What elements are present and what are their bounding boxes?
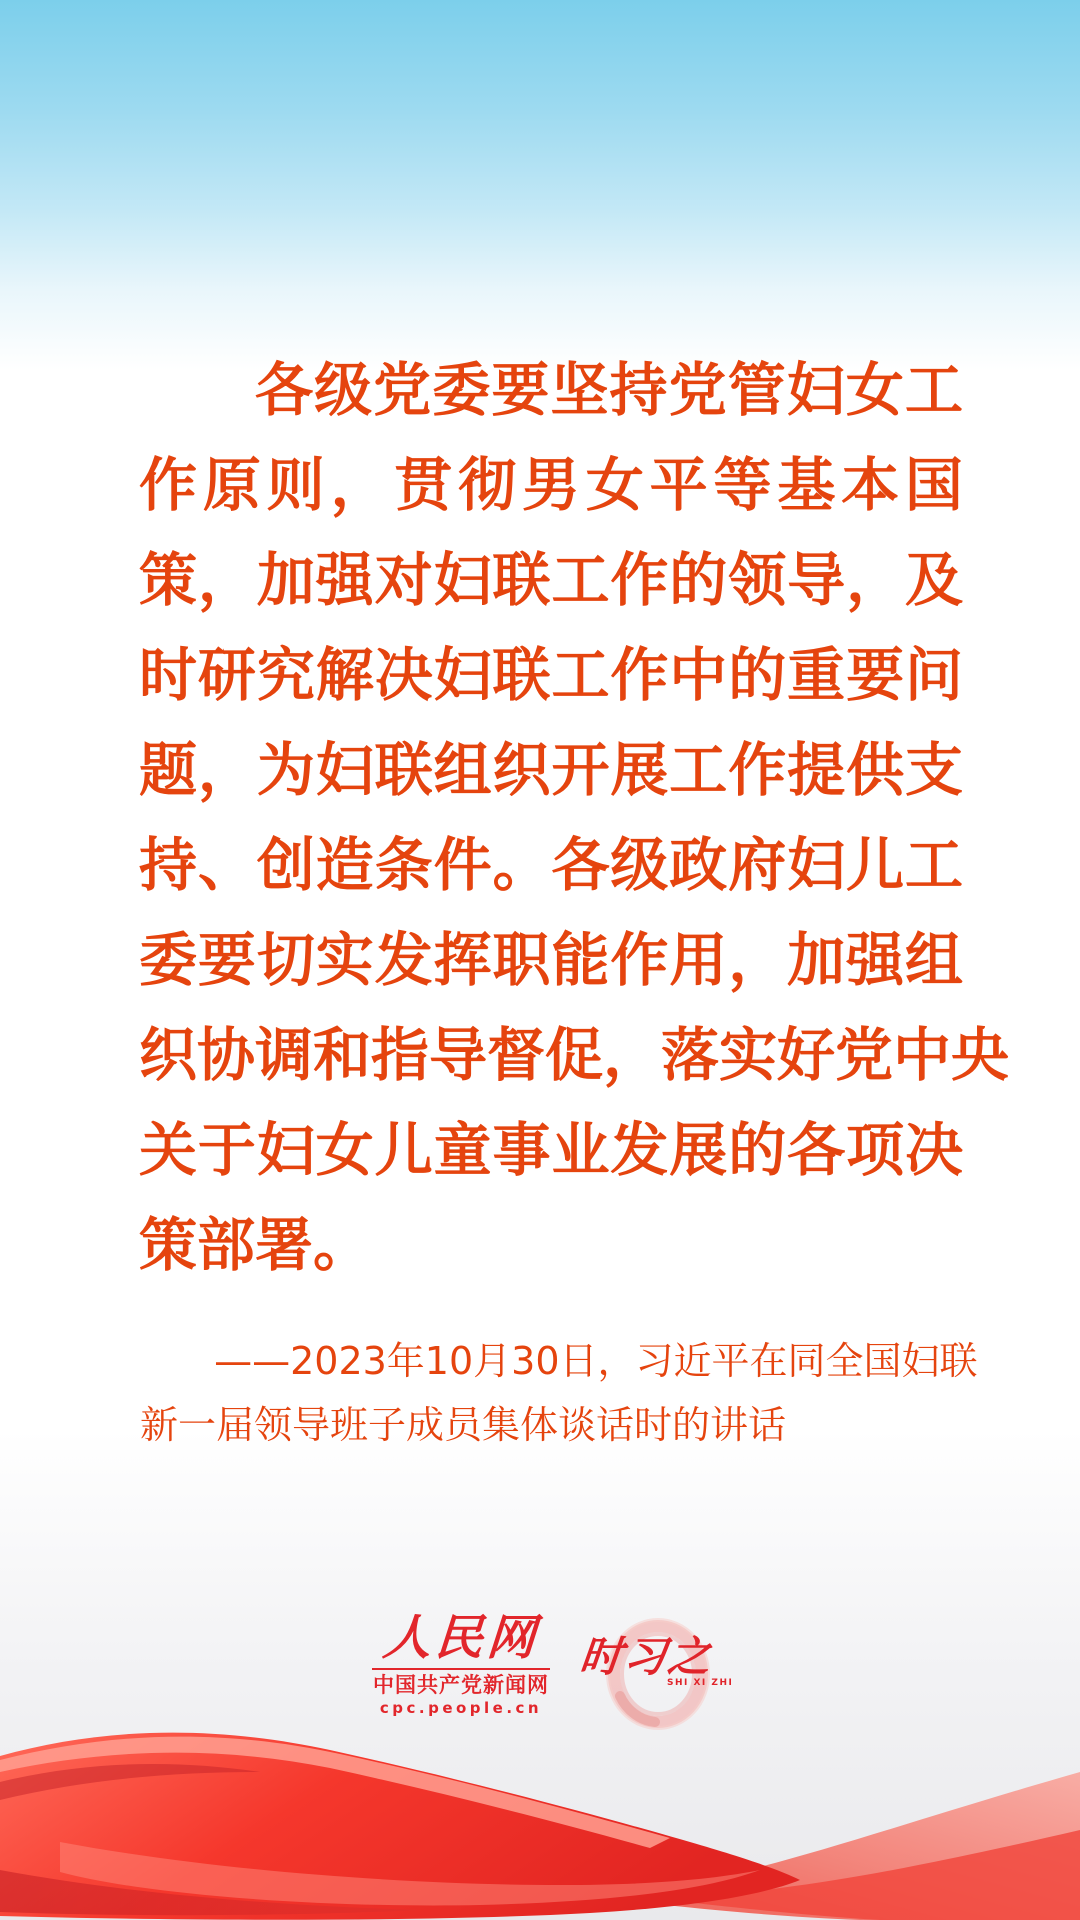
shixizhi-romanized: SHI XI ZHI [667, 1678, 734, 1688]
quote-block [139, 343, 1010, 1293]
cpc-news-site-url: cpc.people.cn [379, 1699, 543, 1717]
quote-line: 策部署。 [139, 1211, 372, 1279]
attribution [140, 1329, 978, 1457]
quote-line: 时研究解决妇联工作中的重要问 [139, 641, 963, 709]
quote-line: 委要切实发挥职能作用，加强组 [139, 926, 963, 994]
cpc-news-site-name: 中国共产党新闻网 [373, 1673, 549, 1697]
quote-line: 各级党委要坚持党管妇女工 [255, 356, 963, 424]
quote-line: 关于妇女儿童事业发展的各项决 [139, 1116, 963, 1184]
peoples-daily-online-logo [372, 1610, 550, 1717]
quote-line: 策，加强对妇联工作的领导，及 [139, 546, 963, 614]
attribution-line: 新一届领导班子成员集体谈话时的讲话 [140, 1403, 787, 1447]
quote-line: 作原则，贯彻男女平等基本国 [139, 451, 963, 519]
peoples-daily-wordmark: 人民网 [381, 1610, 541, 1666]
quote-line: 织协调和指导督促，落实好党中央 [139, 1021, 1010, 1089]
logo-divider-line [372, 1668, 550, 1670]
attribution-line: ——2023年10月30日，习近平在同全国妇联 [214, 1339, 978, 1383]
ribbon-graphic [0, 1720, 1080, 1920]
quote-line: 持、创造条件。各级政府妇儿工 [139, 831, 963, 899]
quote-line: 题，为妇联组织开展工作提供支 [139, 736, 963, 804]
shixizhi-wordmark: 时习之 [577, 1632, 715, 1681]
